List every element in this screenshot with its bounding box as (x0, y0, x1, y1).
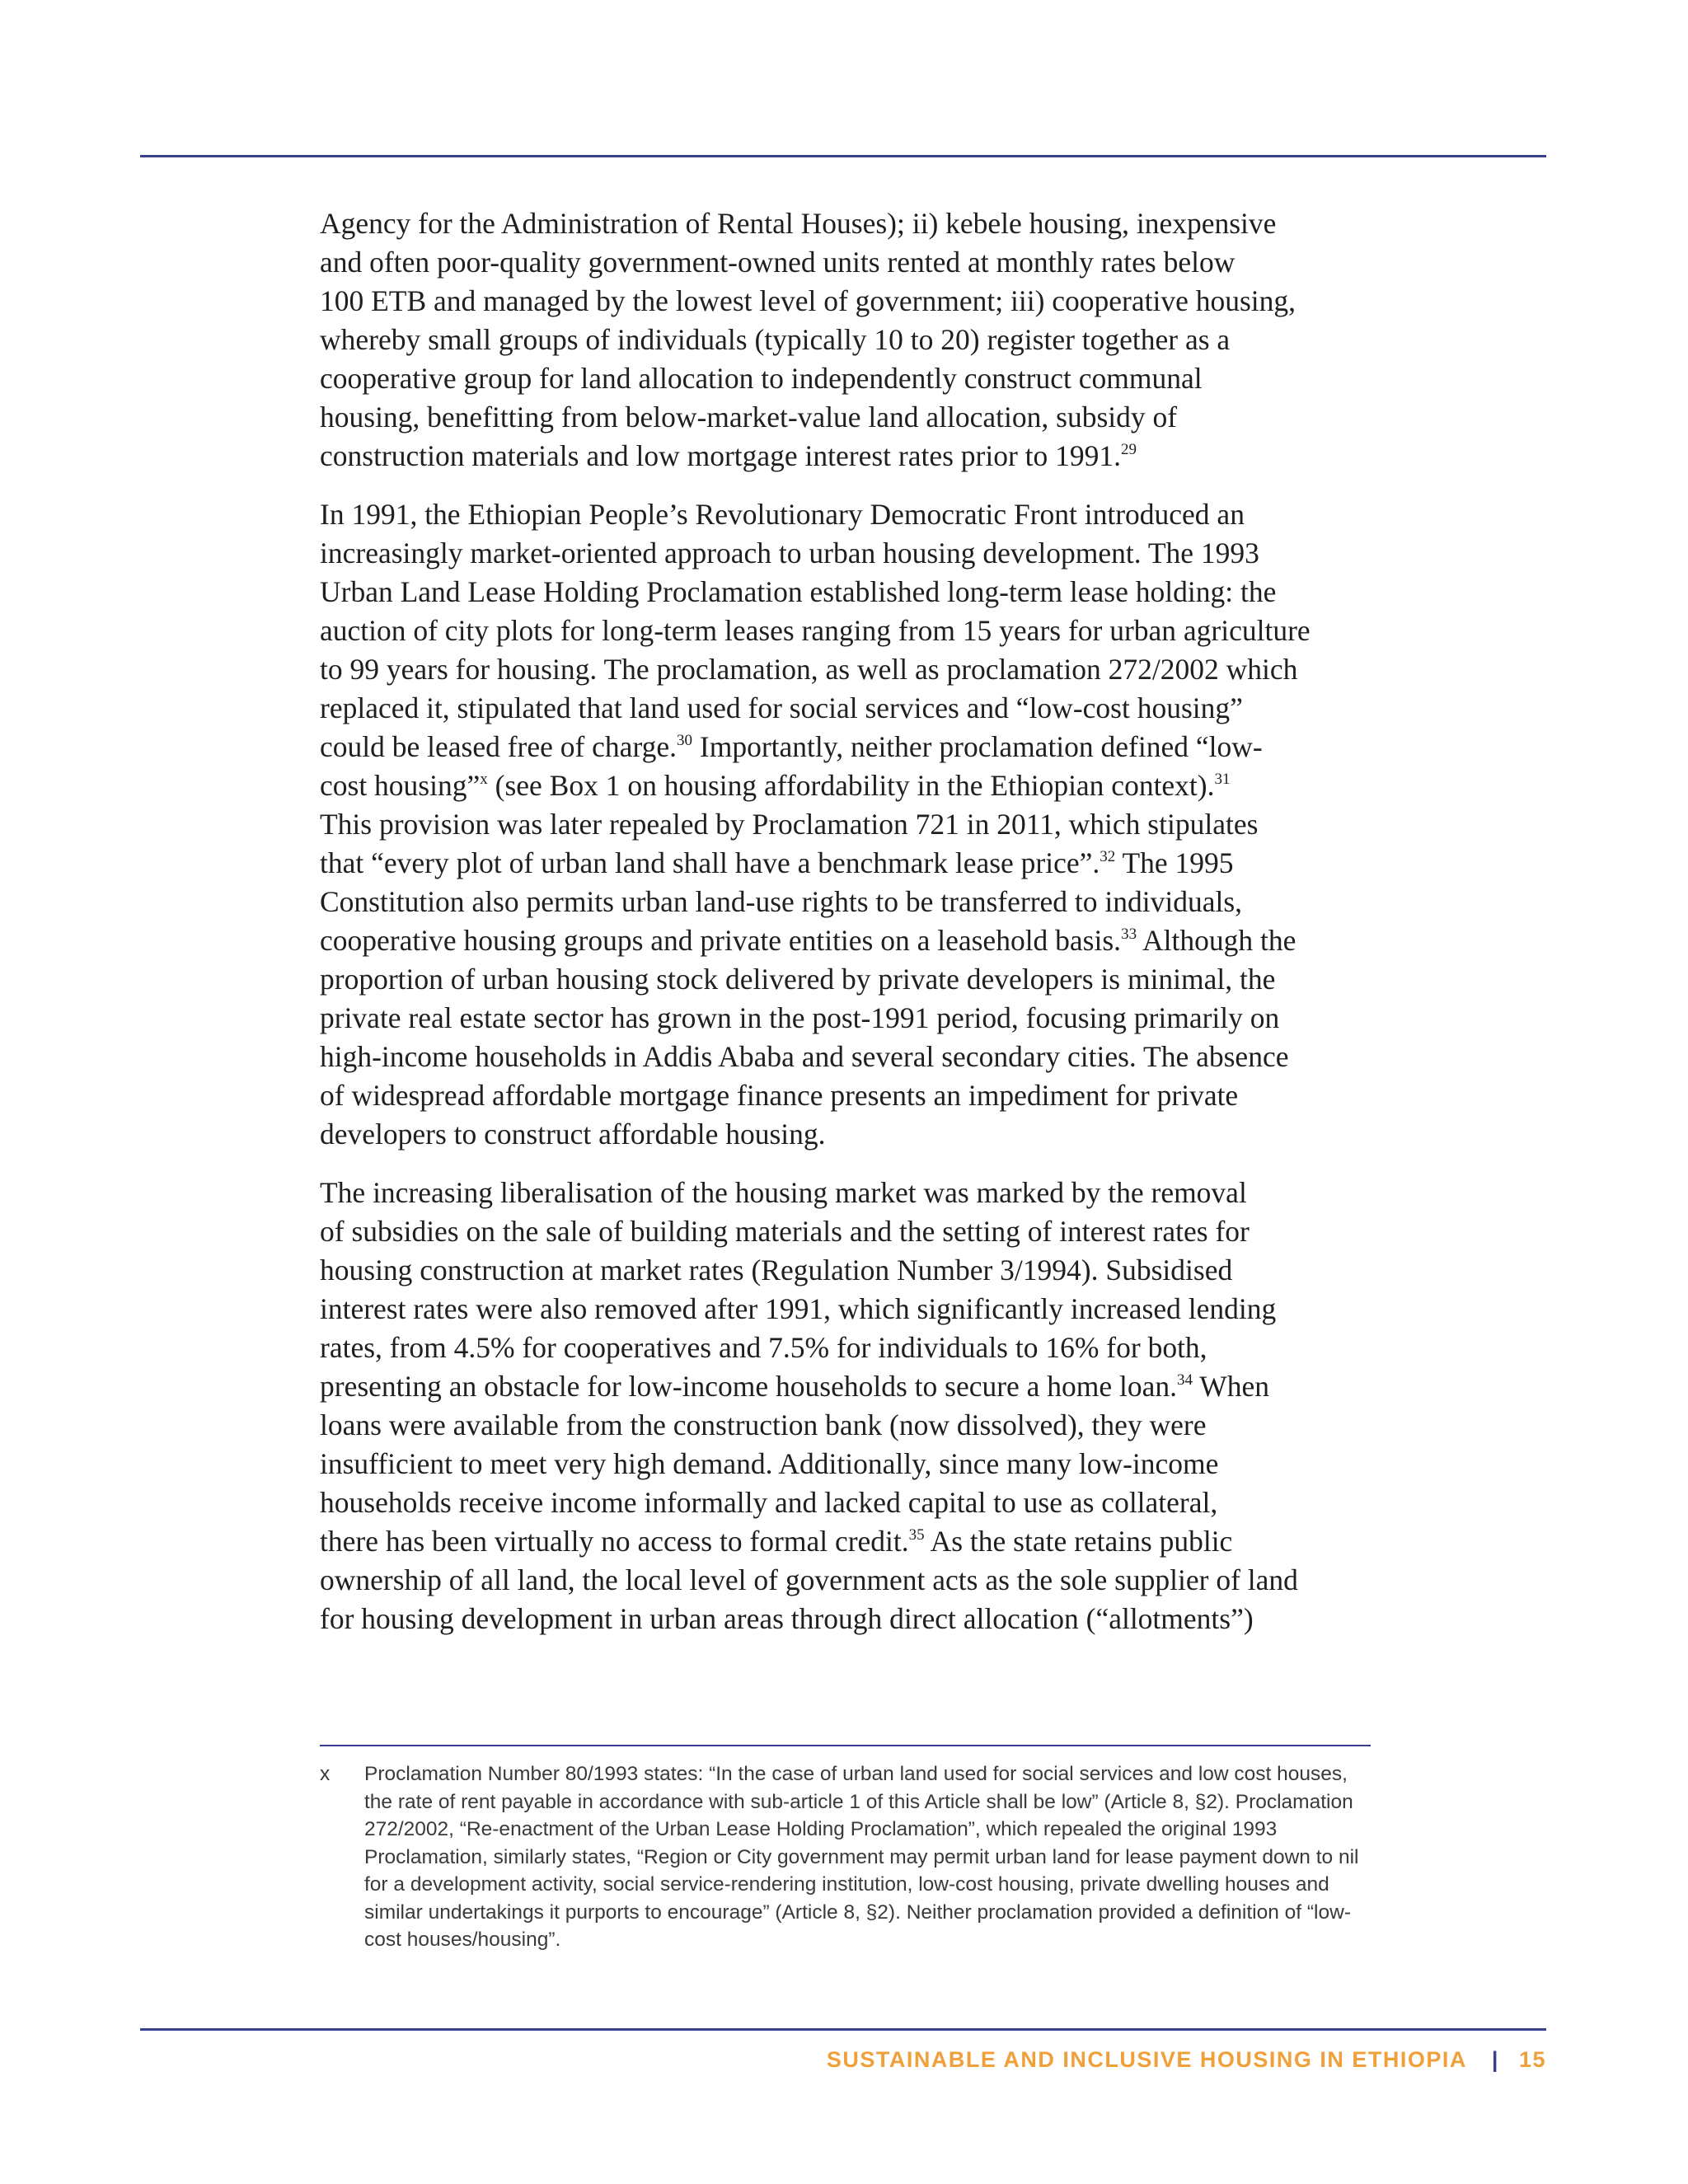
paragraph-text: The 1995 Constitution also permits urban land-use rights to be transferred to individuals, cooperative housing groups and private entities on a leasehold basis. (320, 846, 1243, 957)
footnote-ref[interactable]: 29 (1121, 441, 1137, 458)
footnote-ref[interactable]: x (480, 771, 488, 788)
paragraph-text: Agency for the Administration of Rental Houses); ii) kebele housing, inexpensive and often poor-quality government-owned units rented at monthly rates below 100 ETB and managed by the lowest level of government; iii) cooperative housing, whereby small groups of individuals (typically 10 to 20) register together as a cooperative group for land allocation to independently construct communal housing, benefitting from below-market-value land allocation, subsidy of construction materials and low mortgage interest rates prior to 1991. (320, 207, 1296, 472)
paragraph (320, 495, 1371, 1154)
header-rule (140, 155, 1546, 157)
footnote-marker: x (320, 1763, 331, 1785)
paragraph-text: The increasing liberalisation of the housing market was marked by the removal of subsidies on the sale of building materials and the setting of interest rates for housing construction at market rates (Regulation Number 3/1994). Subsidised interest rates were also removed after 1991, which significantly increased lending rates, from 4.5% for cooperatives and 7.5% for individuals to 16% for both, presenting an obstacle for low-income households to secure a home loan. (320, 1176, 1277, 1403)
footnote-ref[interactable]: 31 (1214, 771, 1231, 788)
footnote-ref[interactable]: 30 (677, 732, 693, 749)
page-number: 15 (1518, 2047, 1546, 2072)
paragraph-text: Importantly, neither proclamation defined “low- cost housing” (320, 730, 1263, 802)
page-footer (827, 2047, 1546, 2073)
paragraph-text: Although the proportion of urban housing stock delivered by private developers is minimal, the private real estate sector has grown in the post-1991 period, focusing primarily on high-income households in Addis Ababa and several secondary cities. The absence of widespread affordable mortgage finance presents an impediment for private developers to construct affordable housing. (320, 924, 1296, 1151)
paragraph-text: When loans were available from the construction bank (now dissolved), they were insufficient to meet very high demand. Additionally, since many low-income households receive income informally and lacked capital to use as collateral, there has been virtually no access to formal credit. (320, 1370, 1270, 1558)
footnote-ref[interactable]: 34 (1177, 1371, 1193, 1389)
footer-title: SUSTAINABLE AND INCLUSIVE HOUSING IN ETHIOPIA (826, 2047, 1467, 2072)
paragraph (320, 204, 1371, 476)
footnote-ref[interactable]: 32 (1100, 848, 1116, 865)
footnote-text: Proclamation Number 80/1993 states: “In the case of urban land used for social services and low cost houses, the rate of rent payable in accordance with sub-article 1 of this Article shall be low” (Article 8, §2). Proclamation 272/2002, “Re-enactment of the Urban Lease Holding Proclamation”, which repealed the original 1993 Proclamation, similarly states, “Region or City government may permit urban land for lease payment down to nil for a development activity, social service-rendering institution, low-cost housing, private dwelling houses and similar undertakings it purports to encourage” (Article 8, §2). Neither proclamation provided a definition of “low- cost houses/housing”. (364, 1763, 1359, 1951)
footnote-rule (320, 1745, 1371, 1746)
footer-separator: | (1491, 2047, 1499, 2072)
paragraph-text: This provision was later repealed by Proclamation 721 in 2011, which stipulates that “every plot of urban land shall have a benchmark lease price”. (320, 808, 1259, 879)
footer-rule (140, 2028, 1546, 2031)
footnote-ref[interactable]: 35 (908, 1526, 925, 1544)
footnote (320, 1760, 1371, 1954)
paragraph-text: (see Box 1 on housing affordability in the Ethiopian context). (487, 769, 1215, 802)
footnote-ref[interactable]: 33 (1121, 926, 1137, 943)
body-text (320, 204, 1371, 1658)
paragraph-text: In 1991, the Ethiopian People’s Revolutionary Democratic Front introduced an increasingly market-oriented approach to urban housing development. The 1993 Urban Land Lease Holding Proclamation established long-term lease holding: the auction of city plots for long-term leases ranging from 15 years for urban agriculture to 99 years for housing. The proclamation, as well as proclamation 272/2002 which replaced it, stipulated that land used for social services and “low-cost housing” could be leased free of charge. (320, 498, 1311, 763)
paragraph (320, 1174, 1371, 1638)
paragraph-text: As the state retains public ownership of all land, the local level of government acts as the sole supplier of land for housing development in urban areas through direct allocation (“allotments”) (320, 1525, 1298, 1635)
